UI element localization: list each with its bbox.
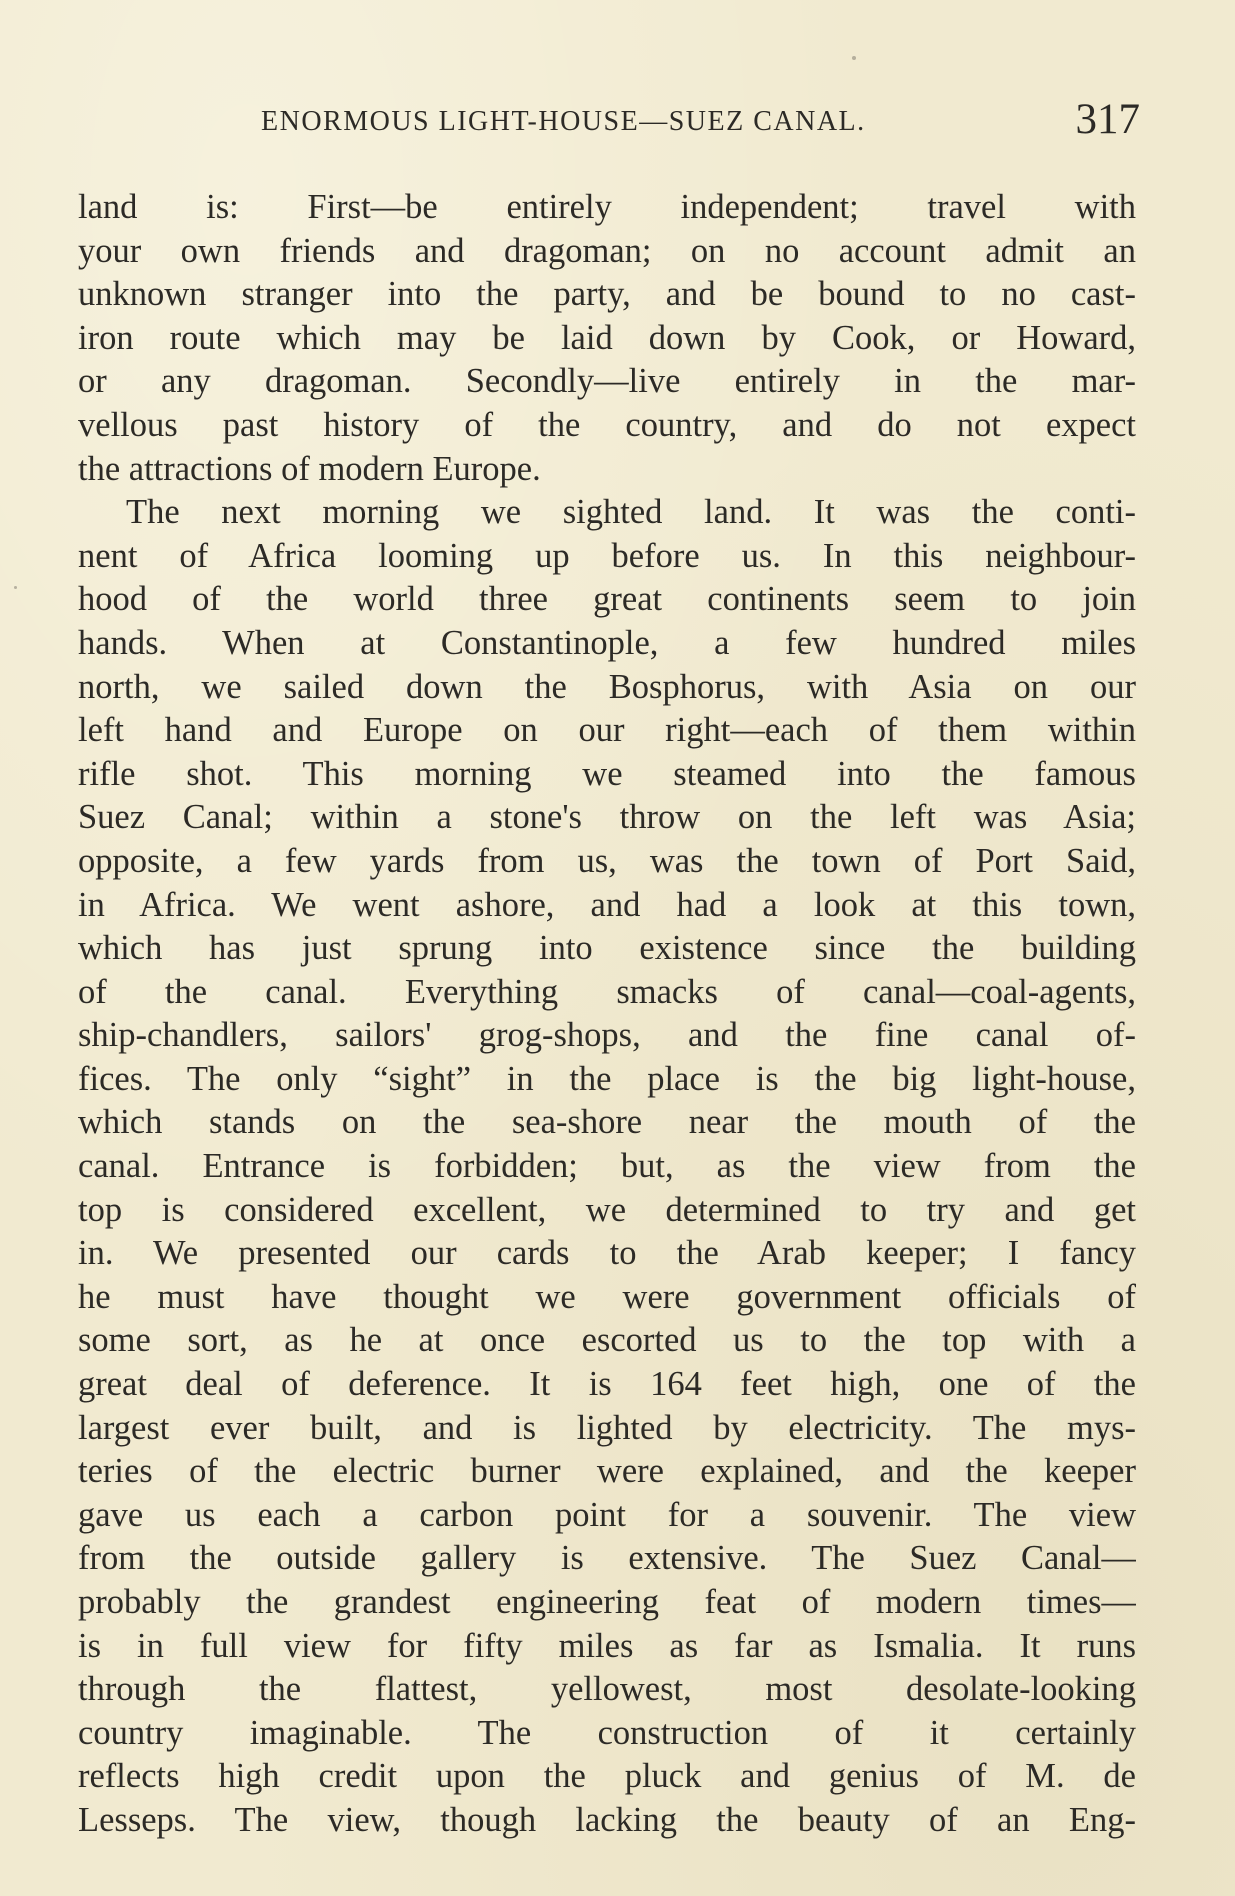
text-line: through the flattest, yellowest, most desolate-looking — [78, 1670, 1136, 1709]
text-line: nent of Africa looming up before us. In this neighbour- — [78, 536, 1136, 575]
text-line: fices. The only “sight” in the place is the big light-house, — [78, 1059, 1136, 1098]
text-line: teries of the electric burner were explained, and the keeper — [78, 1452, 1136, 1491]
text-line: unknown stranger into the party, and be bound to no cast- — [78, 275, 1136, 314]
text-line: from the outside gallery is extensive. The Suez Canal— — [78, 1539, 1136, 1578]
text-line: ship-chandlers, sailors' grog-shops, and the fine canal of- — [78, 1016, 1136, 1055]
text-line: in Africa. We went ashore, and had a look at this town, — [78, 885, 1136, 924]
text-line: iron route which may be laid down by Cook, or Howard, — [78, 318, 1136, 357]
text-line: probably the grandest engineering feat of modern times— — [78, 1583, 1136, 1621]
text-line: of the canal. Everything smacks of canal—coal-agents, — [78, 972, 1136, 1011]
text-line: land is: First—be entirely independent; travel with — [78, 188, 1136, 226]
text-line: Lesseps. The view, though lacking the beauty of an Eng- — [78, 1800, 1136, 1839]
text-line: vellous past history of the country, and do not expect — [78, 405, 1136, 444]
text-line: Suez Canal; within a stone's throw on the left was Asia; — [78, 798, 1136, 837]
text-line: hood of the world three great continents seem to join — [78, 580, 1136, 619]
text-line: he must have thought we were government officials of — [78, 1277, 1136, 1316]
text-line: opposite, a few yards from us, was the town of Port Said, — [78, 841, 1136, 880]
print-speck — [852, 56, 856, 60]
text-line: or any dragoman. Secondly—live entirely in the mar- — [78, 362, 1136, 401]
text-line: north, we sailed down the Bosphorus, with Asia on our — [78, 667, 1136, 706]
text-line: reflects high credit upon the pluck and genius of M. de — [78, 1757, 1136, 1796]
text-line: largest ever built, and is lighted by electricity. The mys- — [78, 1408, 1136, 1447]
text-line: great deal of deference. It is 164 feet high, one of the — [78, 1365, 1136, 1404]
text-line: is in full view for fifty miles as far as Ismalia. It runs — [78, 1626, 1136, 1665]
text-line: hands. When at Constantinople, a few hundred miles — [78, 623, 1136, 662]
text-line: in. We presented our cards to the Arab keeper; I fancy — [78, 1234, 1136, 1273]
text-line: left hand and Europe on our right—each of them within — [78, 711, 1136, 750]
print-speck — [14, 586, 17, 589]
running-head: ENORMOUS LIGHT-HOUSE—SUEZ CANAL. — [261, 106, 866, 137]
body-text — [78, 186, 1136, 1843]
text-line: which stands on the sea-shore near the mouth of the — [78, 1103, 1136, 1142]
text-line: top is considered excellent, we determined to try and get — [78, 1190, 1136, 1229]
text-line: some sort, as he at once escorted us to the top with a — [78, 1321, 1136, 1360]
page-header — [78, 94, 1140, 154]
text-line: country imaginable. The construction of it certainly — [78, 1713, 1136, 1752]
text-line: rifle shot. This morning we steamed into the famous — [78, 754, 1136, 793]
text-line: which has just sprung into existence since the building — [78, 929, 1136, 968]
text-line: the attractions of modern Europe. — [78, 449, 541, 488]
text-line: gave us each a carbon point for a souvenir. The view — [78, 1495, 1136, 1534]
page-number: 317 — [1075, 96, 1140, 143]
paragraph-start-line: The next morning we sighted land. It was the conti- — [126, 493, 1136, 532]
text-line: canal. Entrance is forbidden; but, as the view from the — [78, 1147, 1136, 1186]
text-line: your own friends and dragoman; on no account admit an — [78, 231, 1136, 270]
